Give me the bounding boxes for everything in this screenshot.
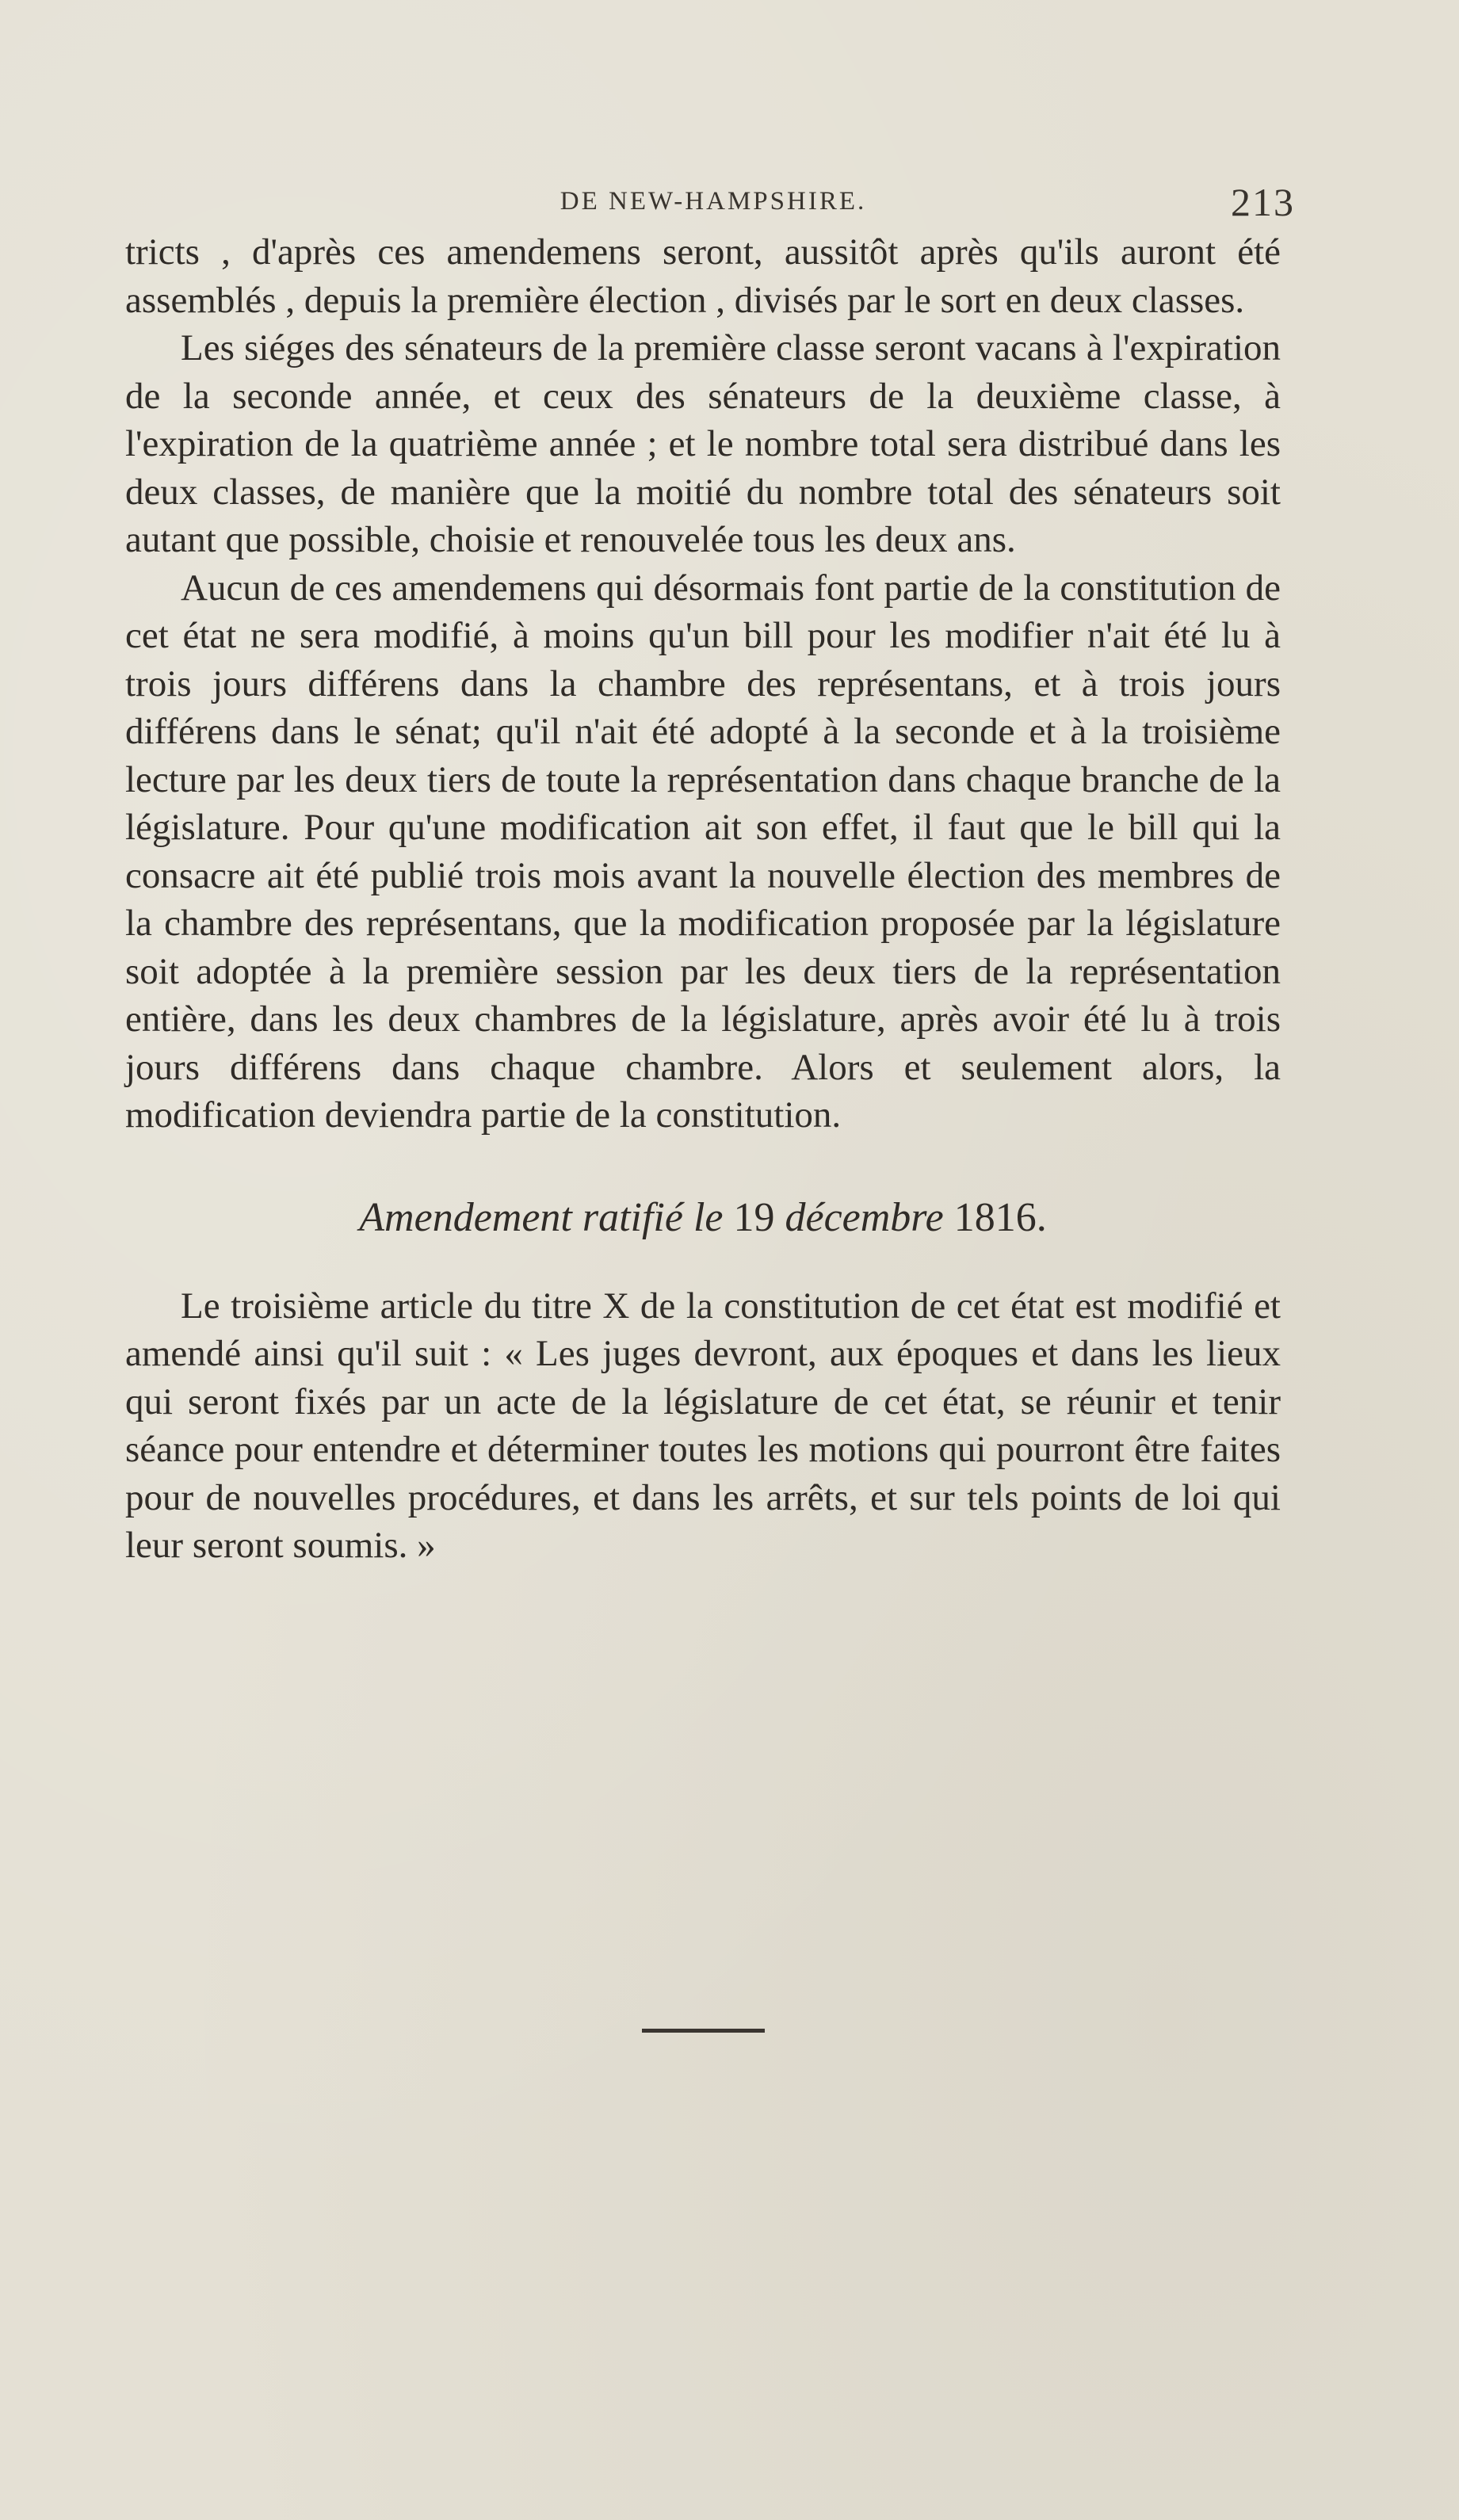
paragraph-senate-seats: Les siéges des sénateurs de la première classe seront vacans à l'expiration de la seconde année, et ceux des sénateurs de la deuxième classe, à l'expiration de la quatrième année ; et le nombre total sera distribué dans les deux classes, de manière que la moitié du nombre total des sénateurs soit autant que possible, choisie et renouvelée tous les deux ans. xyxy=(125,327,1281,560)
running-head: DE NEW-HAMPSHIRE. xyxy=(560,187,867,216)
page-header xyxy=(127,180,1300,227)
amendment-heading-day: 19 xyxy=(733,1194,775,1240)
amendment-heading xyxy=(125,1193,1281,1243)
amendment-heading-year: 1816. xyxy=(953,1194,1047,1240)
paragraph-continuation: tricts , d'après ces amendemens seront, aussitôt après qu'ils auront été assemblés , depuis la première élection , divisés par le sort en deux classes. xyxy=(125,231,1281,321)
paragraph-amendment-procedure: Aucun de ces amendemens qui désormais font partie de la constitution de cet état ne sera modifié, à moins qu'un bill pour les modifier n'ait été lu à trois jours différens dans la chambre des représentans, et à trois jours différens dans le sénat; qu'il n'ait été adopté à la seconde et à la troisième lecture par les deux tiers de toute la représentation dans chaque branche de la législature. Pour qu'une modification ait son effet, il faut que le bill qui la consacre ait été publié trois mois avant la nouvelle élection des membres de la chambre des représentans, que la modification proposée par la législature soit adoptée à la première session par les deux tiers de la représentation entière, dans les deux chambres de la législature, après avoir été lu à trois jours différens dans chaque chambre. Alors et seulement alors, la modification deviendra partie de la constitution. xyxy=(125,567,1281,1136)
amendment-heading-text: Amendement ratifié le xyxy=(359,1194,724,1240)
page-number: 213 xyxy=(1231,180,1295,224)
body-text xyxy=(125,228,1281,1570)
end-rule xyxy=(642,2029,765,2033)
amendment-heading-month: décembre xyxy=(785,1194,944,1240)
paragraph-amendment-text: Le troisième article du titre X de la constitution de cet état est modifié et amendé ainsi qu'il suit : « Les juges devront, aux époques et dans les lieux qui seront fixés par un acte de la législature de cet état, se réunir et tenir séance pour entendre et déterminer toutes les motions qui pourront être faites pour de nouvelles procédures, et dans les arrêts, et sur tels points de loi qui leur seront soumis. » xyxy=(125,1285,1281,1566)
